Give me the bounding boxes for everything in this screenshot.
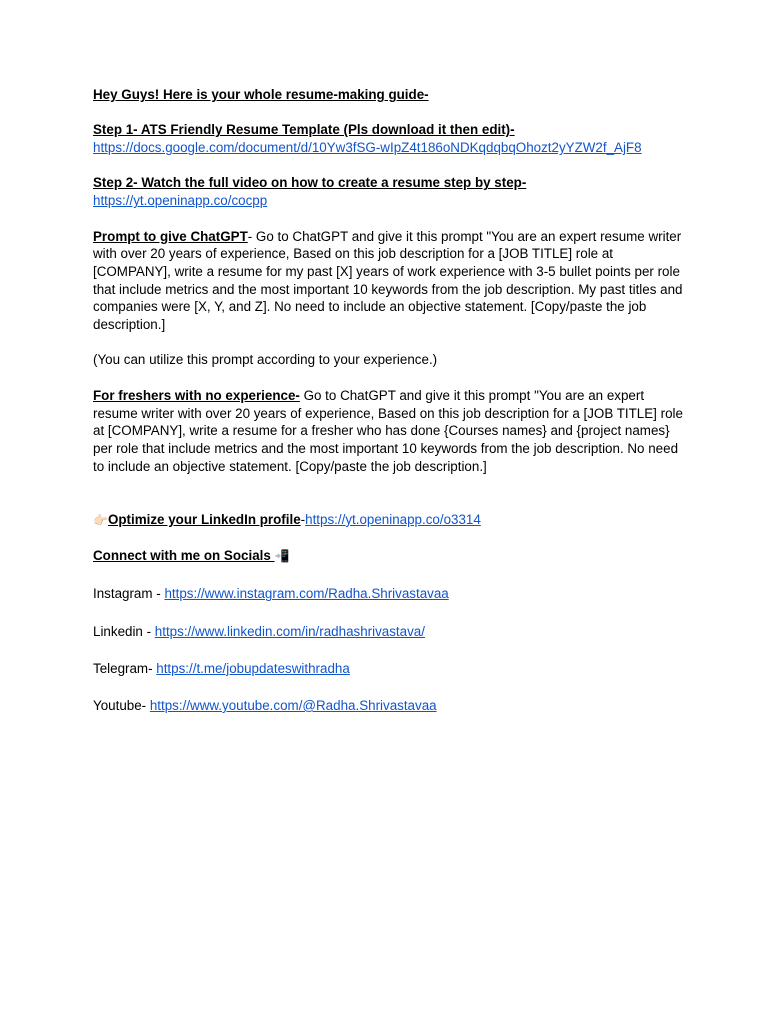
social-linkedin	[93, 623, 683, 641]
step1-heading	[93, 121, 683, 139]
socials-heading	[93, 547, 683, 566]
prompt-note-text: (You can utilize this prompt according to your experience.)	[93, 352, 438, 368]
step2-heading-text: Step 2- Watch the full video on how to create a resume step by step-	[93, 175, 527, 191]
chatgpt-prompt-paragraph	[93, 228, 683, 334]
video-link[interactable]: https://yt.openinapp.co/cocpp	[93, 193, 268, 209]
social-telegram-label: Telegram-	[93, 660, 157, 676]
freshers-paragraph	[93, 387, 683, 476]
linkedin-tip-label: Optimize your LinkedIn profile	[107, 511, 301, 527]
linkedin-optimize-link[interactable]: https://yt.openinapp.co/o3314	[305, 511, 481, 527]
template-doc-link[interactable]: https://docs.google.com/document/d/10Yw3fSG-wIpZ4t186oNDKqdqbqOhozt2yYZW2f_AjF8	[93, 140, 642, 156]
social-instagram	[93, 585, 683, 603]
linkedin-tip-separator: -	[300, 511, 306, 527]
intro-heading-text: Hey Guys! Here is your whole resume-making guide-	[93, 87, 429, 102]
pointing-hand-icon: 👉🏻	[93, 512, 108, 527]
freshers-text: Go to ChatGPT and give it this prompt "You are an expert resume writer with over 20 years of experience, Based on this job description for a [JOB TITLE] role at [COMPANY], write a resume for a fresher who has done {Courses names} and {project names} per role that include metrics and the most important 10 keywords from the job description. No need to include an objective statement. [Copy/paste the job description.]	[93, 387, 683, 474]
telegram-link[interactable]: https://t.me/jobupdateswithradha	[156, 660, 350, 676]
prompt-note	[93, 351, 683, 369]
step1-heading-text: Step 1- ATS Friendly Resume Template (Pls download it then edit)-	[93, 122, 515, 138]
linkedin-tip-line	[93, 511, 683, 530]
linkedin-link[interactable]: https://www.linkedin.com/in/radhashrivastava/	[154, 623, 425, 639]
instagram-link[interactable]: https://www.instagram.com/Radha.Shrivastavaa	[164, 586, 449, 602]
chatgpt-prompt-text: - Go to ChatGPT and give it this prompt "You are an expert resume writer with over 20 years of experience, Based on this job description for a [JOB TITLE] role at [COMPANY], write a resume for my past [X] years of work experience with 3-5 bullet points per role that include metrics and the most important 10 keywords from the job description. My past titles and companies were [X, Y, and Z]. No need to include an objective statement. [Copy/paste the job description.]	[93, 228, 683, 333]
social-instagram-label: Instagram -	[93, 586, 165, 602]
social-linkedin-label: Linkedin -	[93, 623, 155, 639]
social-youtube-label: Youtube-	[93, 697, 150, 713]
freshers-label: For freshers with no experience-	[93, 387, 300, 403]
document-page	[93, 86, 683, 715]
youtube-link[interactable]: https://www.youtube.com/@Radha.Shrivastavaa	[149, 697, 437, 713]
socials-heading-text: Connect with me on Socials	[93, 548, 275, 564]
step1-link-line	[93, 139, 683, 157]
social-youtube	[93, 697, 683, 715]
step2-link-line	[93, 192, 683, 210]
chatgpt-prompt-label: Prompt to give ChatGPT	[93, 228, 248, 244]
mobile-phone-arrow-icon: 📲	[274, 549, 290, 564]
intro-heading	[93, 86, 683, 104]
social-telegram	[93, 660, 683, 678]
step2-heading	[93, 174, 683, 192]
